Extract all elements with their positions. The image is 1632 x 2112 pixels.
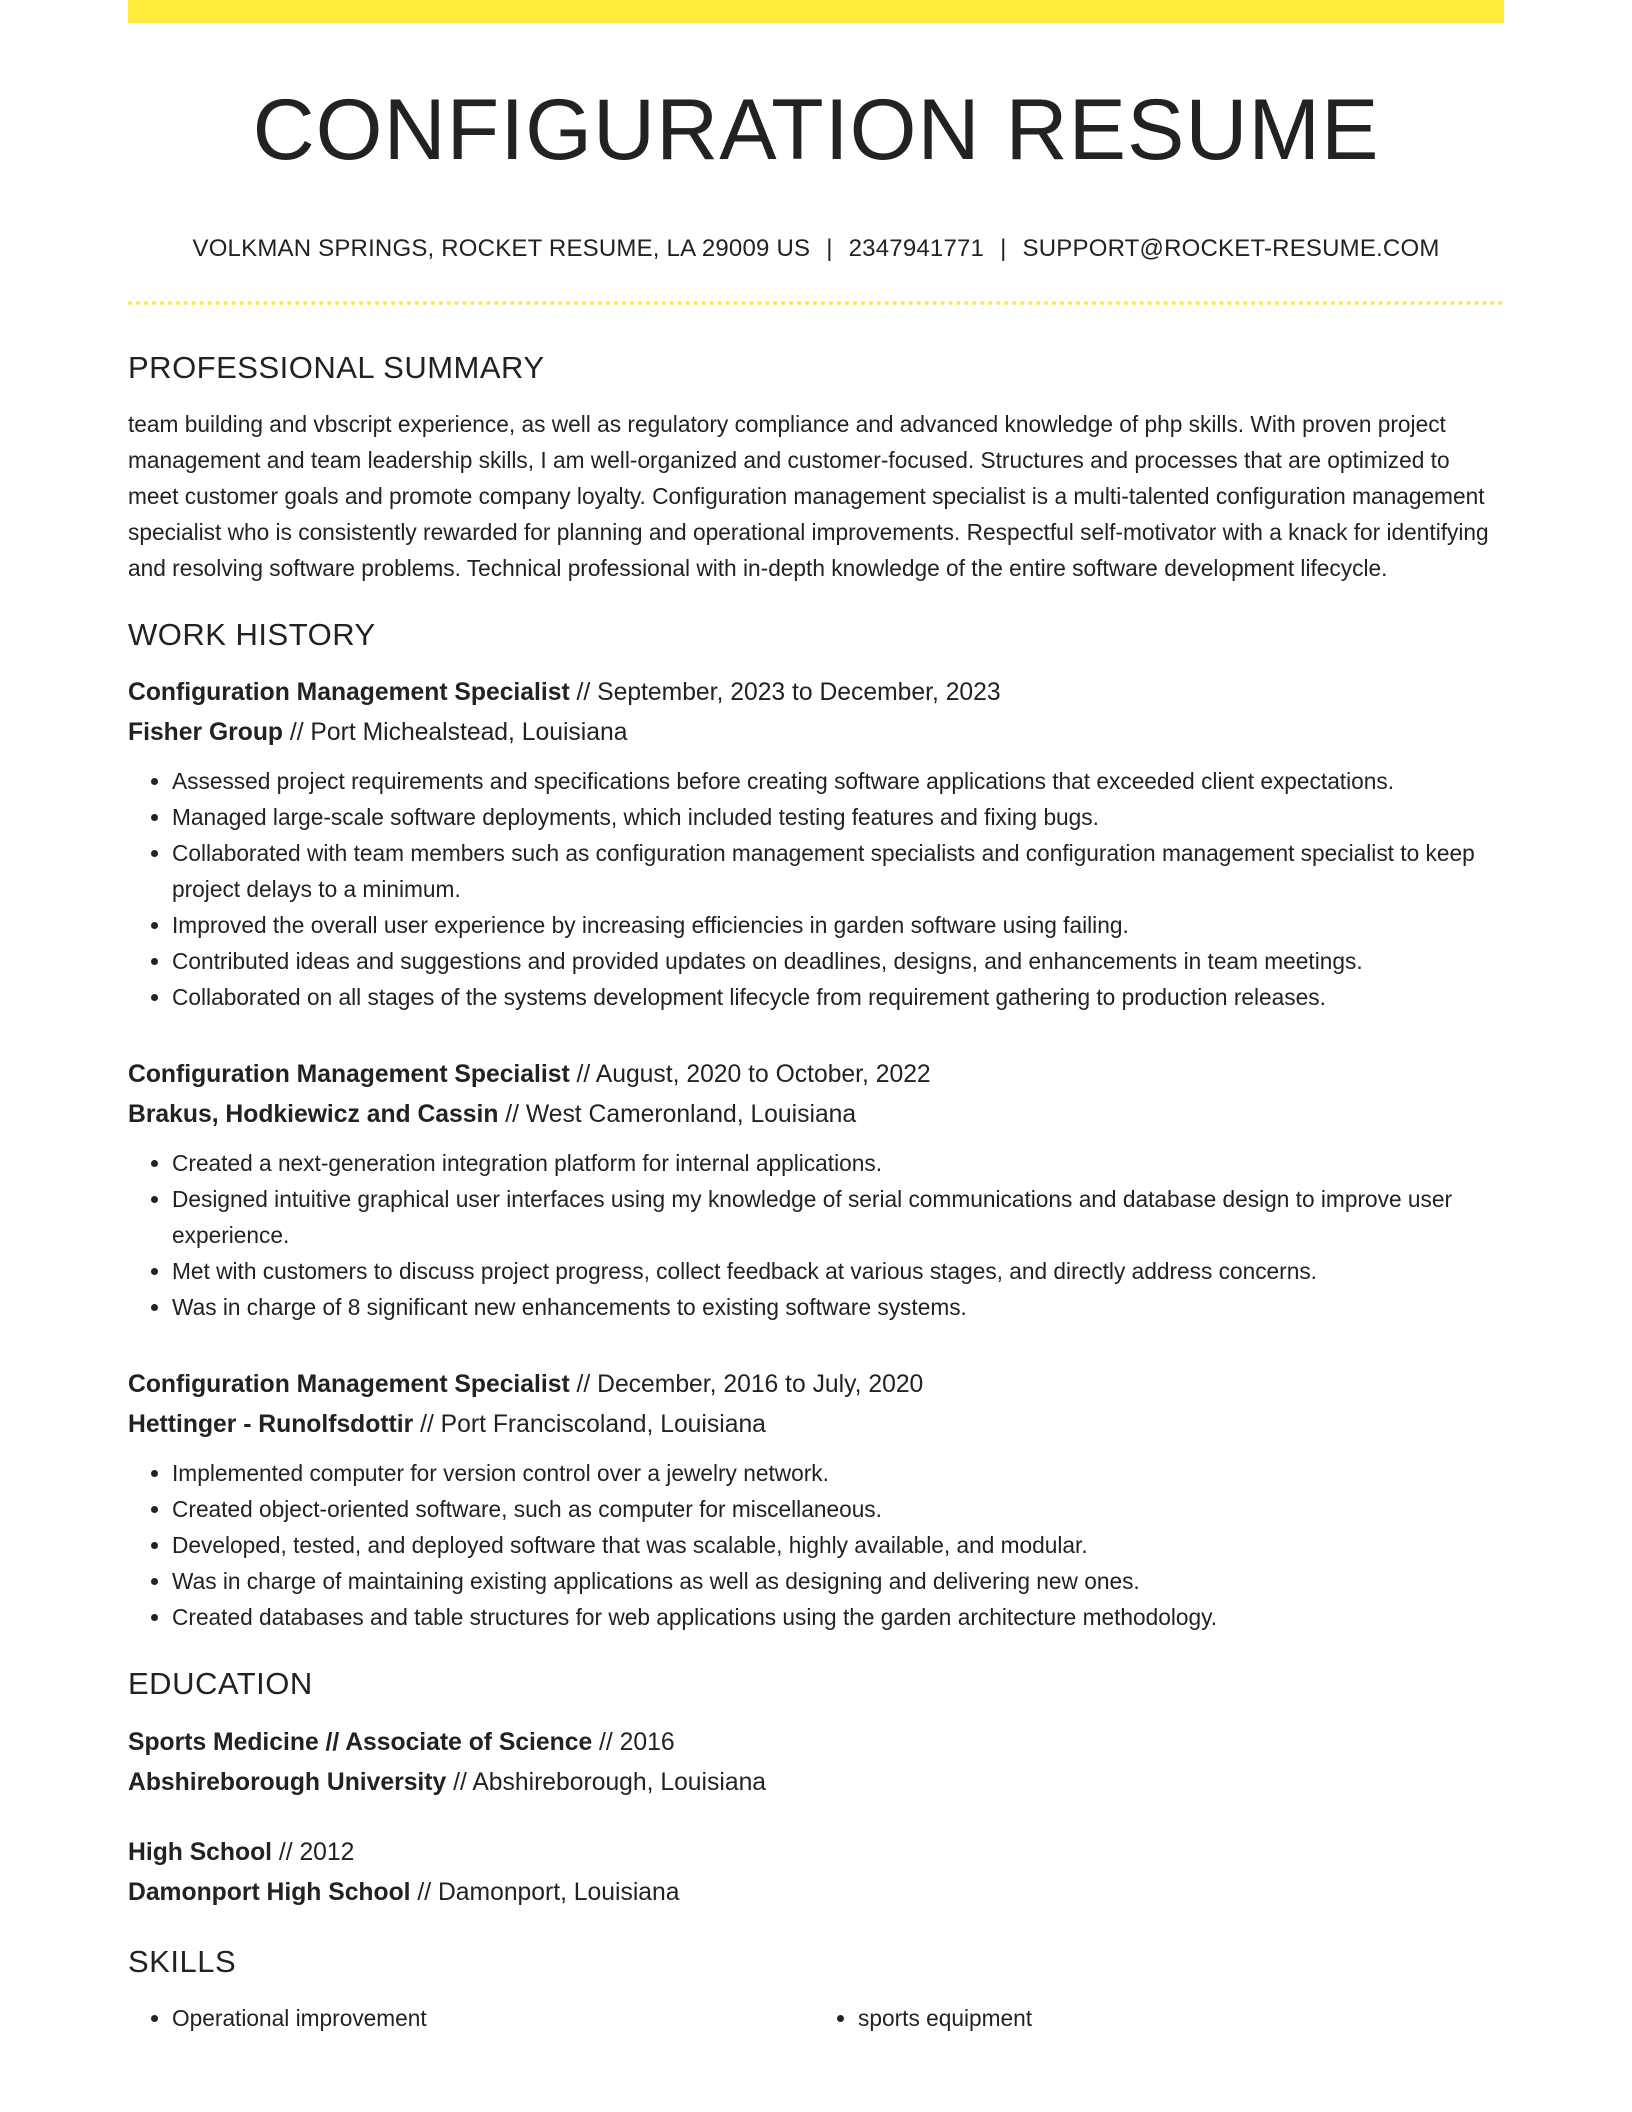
edu-year: // 2016 [592,1728,675,1756]
education-entry [128,1723,1504,1803]
job-bullet: • Managed large-scale software deployments, which included testing features and fixing bugs. [172,799,1504,835]
job-dates: // December, 2016 to July, 2020 [569,1371,924,1399]
contact-separator: | [826,235,833,262]
job-company: Fisher Group [128,719,283,747]
contact-line [128,237,1504,261]
job-location: // West Cameronland, Louisiana [498,1101,857,1129]
summary-heading: PROFESSIONAL SUMMARY [128,350,545,385]
resume-page [128,0,1504,2036]
job-role: Configuration Management Specialist [128,1061,570,1089]
resume-name: CONFIGURATION RESUME [252,82,1380,178]
edu-degree-line [128,1833,1504,1873]
job-bullet: • Collaborated with team members such as configuration management specialists and configuration management specialist to keep project delays to a minimum. [172,835,1504,907]
job-entry [128,673,1504,1015]
job-role-line [128,673,1504,713]
job-company: Hettinger - Runolfsdottir [128,1411,414,1439]
job-dates: // August, 2020 to October, 2022 [569,1061,931,1089]
skills-heading: SKILLS [128,1943,237,1979]
job-role-line [128,1055,1504,1095]
summary-text: team building and vbscript experience, as well as regulatory compliance and advanced knowledge of php skills. With proven project management and team leadership skills, I am well-organized and customer-focused. Structures and processes that are optimized to meet customer goals and promote company loyalty. Configuration management specialist is a multi-talented configuration management specialist who is consistently rewarded for planning and operational improvements. Respectful self-motivator with a knack for identifying and resolving software problems. Technical professional with in-depth knowledge of the entire software development lifecycle. [128,411,1489,582]
edu-year: // 2012 [272,1838,355,1866]
job-role-line [128,1365,1504,1405]
job-bullet: • Created object-oriented software, such as computer for miscellaneous. [172,1491,1504,1527]
dotted-divider [128,301,1504,305]
job-company-line [128,1095,1504,1135]
job-location: // Port Michealstead, Louisiana [283,719,628,747]
job-bullet: • Collaborated on all stages of the systems development lifecycle from requirement gathering to production releases. [172,979,1504,1015]
job-dates: // September, 2023 to December, 2023 [569,679,1001,707]
edu-school: Damonport High School [128,1878,411,1906]
education-entry [128,1833,1504,1913]
work-history-heading: WORK HISTORY [128,617,376,653]
edu-location: // Damonport, Louisiana [410,1878,680,1906]
edu-location: // Abshireborough, Louisiana [446,1768,767,1796]
edu-school: Abshireborough University [128,1768,447,1796]
job-location: // Port Franciscoland, Louisiana [413,1411,766,1439]
job-bullets [128,1145,1504,1325]
edu-degree-line [128,1723,1504,1763]
job-role: Configuration Management Specialist [128,679,570,707]
job-bullets [128,763,1504,1015]
job-bullets [128,1455,1504,1635]
edu-degree: High School [128,1838,273,1866]
job-bullet: • Developed, tested, and deployed software that was scalable, highly available, and modular. [172,1527,1504,1563]
skill-item: • sports equipment [858,2000,1504,2036]
contact-address: VOLKMAN SPRINGS, ROCKET RESUME, LA 29009 US [192,235,811,262]
job-bullet: • Designed intuitive graphical user interfaces using my knowledge of serial communications and database design to improve user experience. [172,1181,1504,1253]
contact-separator: | [1000,235,1007,262]
skills-list [128,2000,1504,2036]
job-bullet: • Implemented computer for version control over a jewelry network. [172,1455,1504,1491]
job-bullet: • Was in charge of 8 significant new enhancements to existing software systems. [172,1289,1504,1325]
edu-school-line [128,1873,1504,1913]
job-bullet: • Created a next-generation integration platform for internal applications. [172,1145,1504,1181]
job-bullet: • Was in charge of maintaining existing applications as well as designing and delivering new ones. [172,1563,1504,1599]
contact-email: SUPPORT@ROCKET-RESUME.COM [1022,235,1440,262]
job-bullet: • Contributed ideas and suggestions and provided updates on deadlines, designs, and enhancements in team meetings. [172,943,1504,979]
edu-school-line [128,1763,1504,1803]
job-company-line [128,1405,1504,1445]
skill-item: • Operational improvement [172,2000,818,2036]
job-role: Configuration Management Specialist [128,1371,570,1399]
accent-top-bar [128,0,1504,23]
education-heading: EDUCATION [128,1666,313,1702]
job-bullet: • Met with customers to discuss project progress, collect feedback at various stages, and directly address concerns. [172,1253,1504,1289]
job-company: Brakus, Hodkiewicz and Cassin [128,1101,499,1129]
job-company-line [128,713,1504,753]
job-bullet: • Created databases and table structures for web applications using the garden architecture methodology. [172,1599,1504,1635]
job-bullet: • Assessed project requirements and specifications before creating software applications that exceeded client expectations. [172,763,1504,799]
contact-phone: 2347941771 [848,235,985,262]
job-entry [128,1055,1504,1325]
job-entry [128,1365,1504,1635]
edu-degree: Sports Medicine // Associate of Science [128,1728,593,1756]
job-bullet: • Improved the overall user experience by increasing efficiencies in garden software using failing. [172,907,1504,943]
